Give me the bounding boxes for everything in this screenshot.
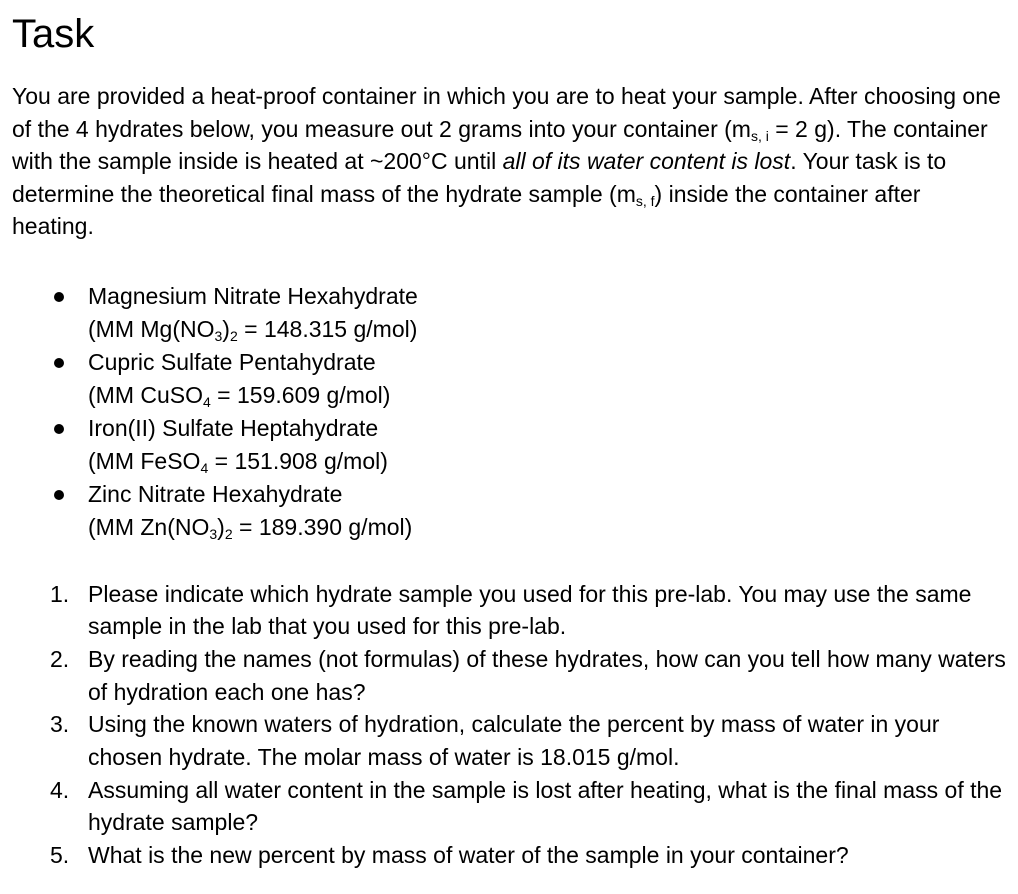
hydrate-molar-mass: (MM $Zn(NO_3)_2 = 189.390$ g/mol): [88, 513, 413, 542]
question-number: 1.: [50, 580, 70, 607]
intro-text-2: = 2 g). The container with the sample inside is heated at ~200°C until: [12, 115, 988, 174]
hydrate-item: [12, 280, 1007, 346]
hydrate-name: Iron(II) Sulfate Heptahydrate: [88, 414, 379, 441]
question-text: Using the known waters of hydration, calculate the percent by mass of water in your chosen hydrate. The molar mass of water is 18.015 g/mol.: [88, 711, 940, 771]
hydrate-name: Zinc Nitrate Hexahydrate: [88, 480, 343, 507]
question-item: [12, 578, 1007, 643]
page-title: Task: [12, 12, 95, 56]
bullet-icon: [54, 358, 64, 368]
question-number: 2.: [50, 645, 70, 672]
question-list: [12, 578, 1007, 872]
question-text: By reading the names (not formulas) of these hydrates, how can you tell how many waters of hydration each one has?: [88, 645, 1006, 705]
question-text: Please indicate which hydrate sample you used for this pre-lab. You may use the same sample in the lab that you used for this pre-lab.: [88, 580, 972, 640]
question-item: [12, 774, 1007, 839]
intro-subscript-final: s, f: [635, 192, 655, 209]
hydrate-name: Cupric Sulfate Pentahydrate: [88, 348, 376, 375]
question-text: Assuming all water content in the sample is lost after heating, what is the final mass of the hydrate sample?: [88, 776, 1003, 836]
hydrate-molar-mass: (MM CuSO$_4$ = 159.609 g/mol): [88, 381, 391, 410]
intro-paragraph: [12, 80, 1007, 243]
bullet-icon: [54, 292, 64, 302]
hydrate-item: [12, 346, 1007, 412]
question-item: [12, 839, 1007, 872]
bullet-icon: [54, 490, 64, 500]
question-number: 3.: [50, 711, 70, 738]
hydrate-item: [12, 478, 1007, 544]
document-page: [12, 0, 1007, 872]
intro-subscript-initial: s, i: [750, 127, 769, 144]
hydrate-name: Magnesium Nitrate Hexahydrate: [88, 282, 418, 309]
question-number: 5.: [50, 842, 70, 869]
hydrate-item: [12, 412, 1007, 478]
bullet-icon: [54, 424, 64, 434]
intro-text-3: . Your task is to determine the theoretical final mass of the hydrate sample (m: [12, 148, 947, 207]
intro-text-1: You are provided a heat-proof container in which you are to heat your sample. After choosing one of the 4 hydrates below, you measure out 2 grams into your container (m: [12, 83, 1001, 142]
hydrate-molar-mass: (MM FeSO$_4$ = 151.908 g/mol): [88, 447, 388, 476]
question-item: [12, 708, 1007, 773]
question-number: 4.: [50, 776, 70, 803]
question-item: [12, 643, 1007, 708]
question-text: What is the new percent by mass of water of the sample in your container?: [88, 842, 849, 869]
hydrate-molar-mass: (MM $Mg(NO_3)_2 = 148.315$ g/mol): [88, 315, 418, 344]
intro-emphasis: all of its water content is lost: [502, 148, 791, 174]
intro-text-4: ) inside the container after heating.: [12, 180, 921, 239]
hydrate-list: [12, 280, 1007, 544]
